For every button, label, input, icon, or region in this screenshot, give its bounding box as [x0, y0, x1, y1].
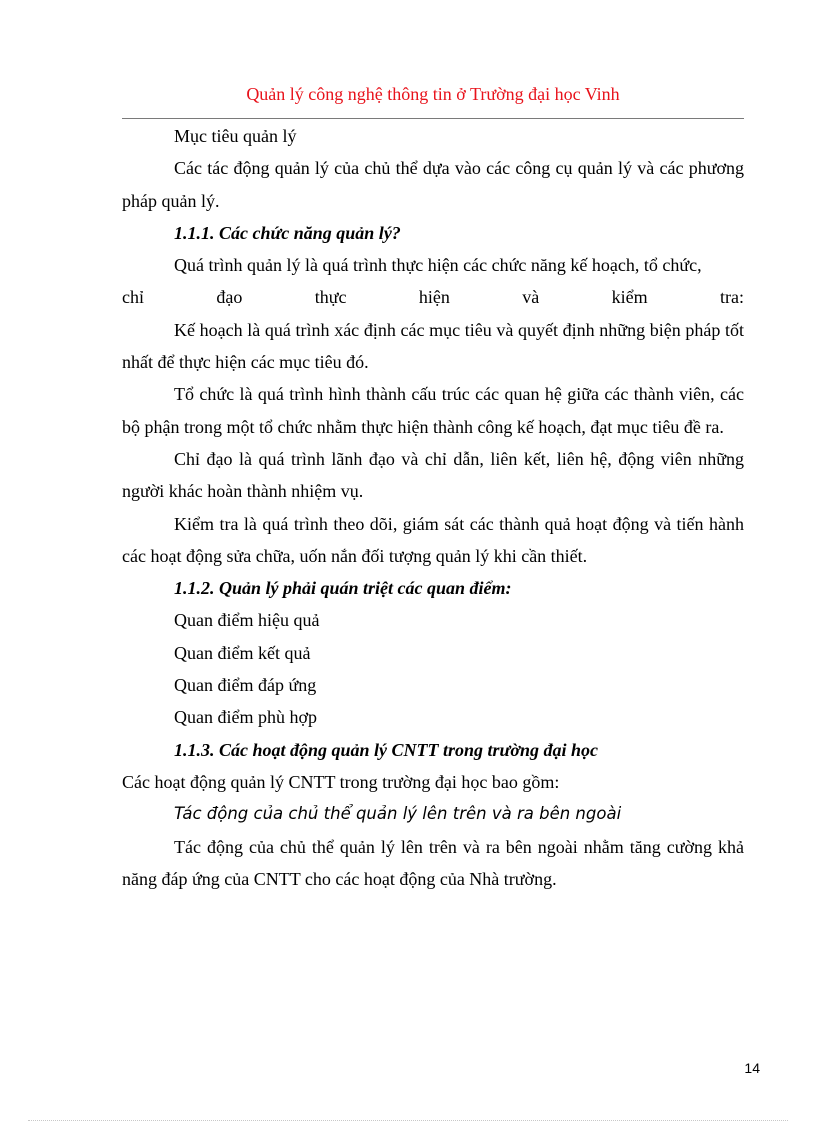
paragraph: Các tác động quản lý của chủ thể dựa vào các công cụ quản lý và các phương pháp quản lý. [122, 158, 744, 211]
paragraph: Tác động của chủ thể quản lý lên trên và ra bên ngoài nhằm tăng cường khả năng đáp ứng của CNTT cho các hoạt động của Nhà trường. [122, 836, 744, 889]
paragraph: Tổ chức là quá trình hình thành cấu trúc các quan hệ giữa các thành viên, các bộ phận trong một tổ chức nhằm thực hiện thành công kế hoạch, đạt mục tiêu đề ra. [122, 384, 744, 437]
section-heading: 1.1.1. Các chức năng quản lý? [174, 222, 401, 243]
paragraph: Quá trình quản lý là quá trình thực hiện các chức năng kế hoạch, tổ chức, [174, 255, 702, 276]
paragraph: Kiểm tra là quá trình theo dõi, giám sát các thành quả hoạt động và tiến hành các hoạt động sửa chữa, uốn nắn đối tượng quản lý khi cần thiết. [122, 513, 744, 566]
paragraph: Kế hoạch là quá trình xác định các mục tiêu và quyết định những biện pháp tốt nhất để thực hiện các mục tiêu đó. [122, 319, 744, 373]
page-number: 14 [744, 1060, 760, 1076]
section-heading: 1.1.2. Quản lý phải quán triệt các quan điểm: [174, 578, 512, 599]
header-divider [122, 118, 744, 119]
list-item: Quan điểm phù hợp [174, 707, 317, 728]
paragraph: chỉ đạo thực hiện và kiểm tra: [122, 287, 744, 308]
section-heading: 1.1.3. Các hoạt động quản lý CNTT trong trường đại học [174, 739, 599, 760]
document-body [122, 120, 744, 895]
italic-subheading: Tác động của chủ thể quản lý lên trên và ra bên ngoài [174, 804, 622, 824]
footer-dotted-line [28, 1120, 788, 1121]
paragraph: Chỉ đạo là quá trình lãnh đạo và chỉ dẫn, liên kết, liên hệ, động viên những người khác hoàn thành nhiệm vụ. [122, 448, 744, 502]
paragraph: Mục tiêu quản lý [174, 126, 297, 146]
paragraph: Các hoạt động quản lý CNTT trong trường đại học bao gồm: [122, 771, 560, 792]
list-item: Quan điểm kết quả [174, 642, 311, 663]
list-item: Quan điểm đáp ứng [174, 675, 317, 696]
page-header-title: Quản lý công nghệ thông tin ở Trường đại học Vinh [246, 84, 620, 104]
list-item: Quan điểm hiệu quả [174, 610, 320, 631]
